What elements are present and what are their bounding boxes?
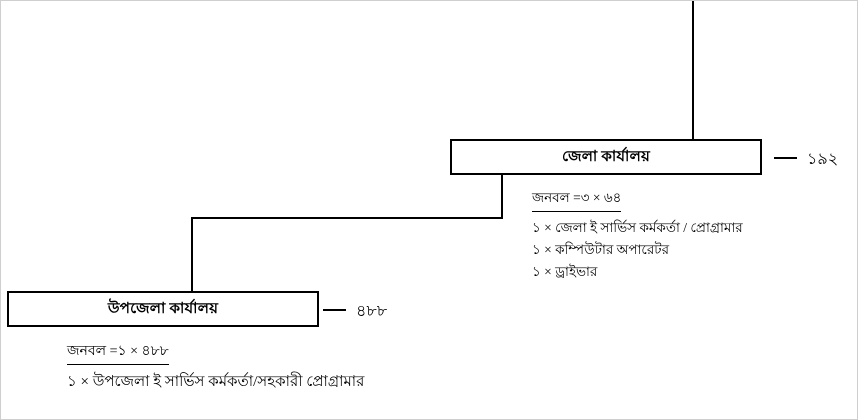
upazila-manpower-headline: জনবল =১ × ৪৮৮ <box>67 339 169 365</box>
upazila-count-dash <box>323 309 346 311</box>
node-district-office-label: জেলা কার্যালয় <box>561 148 651 165</box>
district-office-count: ১৯২ <box>807 151 839 168</box>
district-office-details <box>532 187 743 283</box>
district-detail-1: ১ × জেলা ই সার্ভিস কর্মকর্তা / প্রােগ্রামার <box>532 220 743 235</box>
upazila-office-details <box>67 339 364 394</box>
connector-horizontal-to-upazila <box>191 217 503 219</box>
connector-district-down <box>501 175 503 219</box>
district-detail-2: ১ × কম্পিউটার অপারেটর <box>532 241 670 257</box>
connector-top-vertical <box>692 1 694 141</box>
connector-down-to-upazila <box>191 217 193 293</box>
district-manpower-headline: জনবল =৩ × ৬৪ <box>532 187 621 212</box>
node-district-office[interactable] <box>450 139 762 175</box>
upazila-detail-1: ১ × উপজেলা ই সার্ভিস কর্মকর্তা/সহকারী প্রােগ্রামার <box>67 374 365 390</box>
node-upazila-office[interactable] <box>7 291 319 327</box>
district-count-dash <box>774 157 797 159</box>
node-upazila-office-label: উপজেলা কার্যালয় <box>107 300 219 317</box>
district-detail-3: ১ × ড্রাইভার <box>532 263 598 279</box>
upazila-office-count: ৪৮৮ <box>356 303 388 320</box>
